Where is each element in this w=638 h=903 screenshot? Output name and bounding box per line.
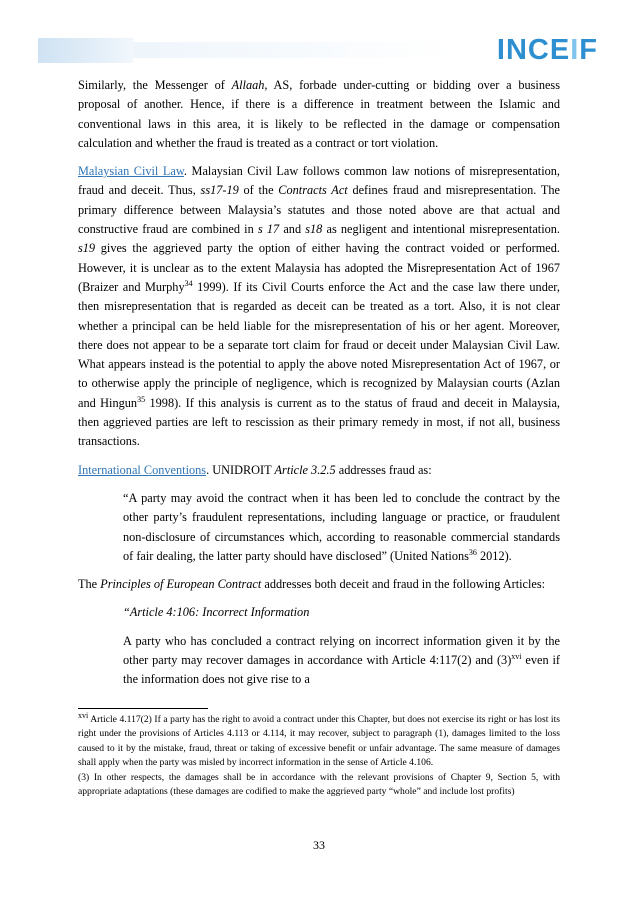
footnote: [78, 710, 560, 799]
quote-article-title: “Article 4:106: Incorrect Information: [123, 605, 310, 620]
heading-international-conventions: International Conventions: [78, 462, 207, 477]
heading-malaysian-civil-law: Malaysian Civil Law: [78, 164, 184, 179]
header-accent-bar: [38, 38, 133, 63]
paragraph-european-contract: The Principles of European Contract addresses both deceit and fraud in the following Articles:: [78, 577, 546, 592]
document-body: [78, 76, 560, 699]
paragraph-messenger: Similarly, the Messenger of Allaah, AS, forbade under-cutting or bidding over a business proposal of another. Hence, if there is a difference in treatment between the Islamic and conventional laws in this area, it is likely to be reflected in the damage or compensation calculation and whether the fraud is treated as a contract or tort violation.: [78, 78, 560, 150]
paragraph-malaysian-civil-law: Malaysian Civil Law. Malaysian Civil Law follows common law notions of misrepresentation, fraud and deceit. Thus, ss17-19 of the Contracts Act defines fraud and misrepresentation. The primary difference between Malaysia’s statutes and those noted above are that actual and constructive fraud are combined in s 17 and s18 as negligent and intentional misrepresentation. s19 gives the aggrieved party the option of either having the contract voided or performed. However, it is unclear as to the extent Malaysia has adopted the Misrepresentation Act of 1967 (Braizer and Murphy$^{34}$ 1999). If its Civil Courts enforce the Act and the case law there under, then misrepresentation that is regarded as deceit can be treated as a tort. Also, it is not clear whether a principal can be held liable for the misrepresentation of his or her agent. Moreover, there does not appear to be a separate tort claim for fraud or deceit under Malaysian Civil Law. What appears instead is the potential to apply the above noted Misrepresentation Act of 1967, or to otherwise apply the principle of negligence, which is recognized by Malaysian courts (Azlan and Hingun$^{35}$ 1998). If this analysis is current as to the status of fraud and deceit in Malaysia, then aggrieved parties are left to rescission as their primary remedy in most, if not all, business transactions.: [78, 164, 560, 449]
quote-article-4-106: A party who has concluded a contract relying on incorrect information given it by the other party may recover damages in accordance with Article 4:117(2) and $(3)^{xvi}$ even if the information does not give rise to a: [123, 633, 560, 687]
footnote-line-2: (3) In other respects, the damages shall be in accordance with the relevant provisions of Chapter 9, Section 5, with appropriate adaptations (these damages are codified to make the aggrieved party “whole” and include lost profits): [78, 771, 560, 798]
page-number: 33: [313, 838, 325, 852]
footnote-divider: [78, 708, 208, 709]
paragraph-international-conventions: International Conventions. UNIDROIT Article 3.2.5 addresses fraud as:: [78, 462, 432, 477]
inceif-logo: INCEIF: [496, 34, 598, 66]
header-accent-fade: [133, 42, 453, 58]
footnote-line-1: $^{xvi}$ Article 4.117(2) If a party has the right to avoid a contract under this Chapter, but does not exercise its right or has lost its right under the provisions of Articles 4.113 or 4.114, it may recover, subject to paragraph (1), damages limited to the loss caused to it by the mistake, fraud, threat or taking of excessive benefit or unfair advantage. The same measure of damages shall apply when the party was misled by incorrect information in the sense of Article 4.106.: [78, 710, 560, 769]
quote-unidroit: “A party may avoid the contract when it has been led to conclude the contract by the other party’s fraudulent representations, including language or practice, or fraudulent non-disclosure of circumstances which, according to reasonable commercial standards of fair dealing, the latter party should have disclosed” (United Nations$^{36}$ 2012).: [123, 490, 560, 563]
